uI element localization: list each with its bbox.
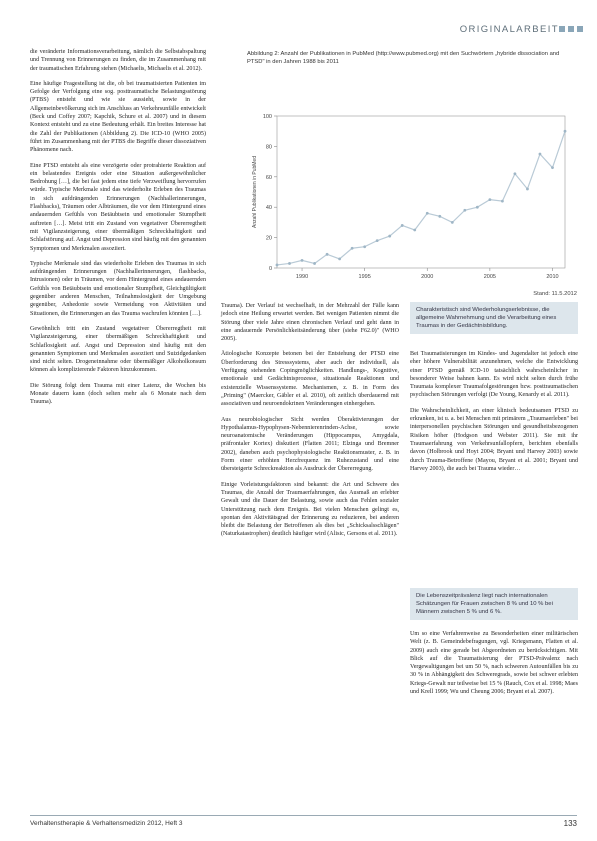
plot-frame (277, 116, 565, 268)
highlight-box: Die Lebenszeitprävalenz liegt nach internationalen Schätzungen für Frauen zwischen 8 % und 10 % bei Männern zwischen 5 % und 6 %. (410, 588, 578, 620)
data-point (376, 239, 379, 242)
y-tick-label: 100 (262, 114, 272, 120)
paragraph: Bei Traumatisierungen im Kindes- und Jugendalter ist jedoch eine eher höhere Vulnerabilität anzunehmen, welche die Entwicklung einer PTSD gemäß ICD-10 tatsächlich wahrscheinlicher in besonderer Weise bahnen kann. Es wird nicht selten durch frühe Traumata komplexer Traumafolgestörungen bzw. posttraumatischen psychischen Störungen verfolgt (De Young, Kenardy et al. 2011). (410, 351, 578, 399)
data-point (363, 245, 366, 248)
data-point (526, 188, 529, 191)
y-tick-label: 20 (265, 235, 272, 242)
data-point (476, 206, 479, 209)
data-point (539, 153, 542, 156)
paragraph: Typische Merkmale sind das wiederholte Erleben des Traumas in sich aufdrängenden Erinnerungen (Nachhallerinnerungen, flashbacks, Intrusionen) oder in Träumen, vor dem Hintergrund eines andauernden Gefühls von Betäubtsein und emotionaler Stumpfheit, Gleichgültigkeit gegenüber anderen Menschen, Teilnahmslosigkeit der Umgebung gegenüber, Anhedonie sowie Vermeidung von Aktivitäten und Situationen, die Erinnerungen an das Trauma wachrufen könnten […]. (30, 260, 206, 317)
y-tick-label: 0 (268, 266, 272, 272)
data-point (451, 221, 454, 224)
middle-column (221, 302, 399, 539)
data-point (276, 264, 279, 267)
chart-svg (247, 108, 577, 286)
y-axis-label: Anzahl Publikationen in PubMed (252, 156, 258, 228)
x-tick-label: 1995 (358, 274, 371, 280)
paragraph: Eine häufige Fragestellung ist die, ob bei traumatisierten Patienten im Gefolge der Verfolgung eine sog. posttraumatische Belastungsstörung (PTBS) entsteht und wie sie aussieht, sowie in der Allgemeinbevölkerung sich im Anschluss an Verkehrsunfälle entwickelt (Beck und Coffey 2007; Kapchik, Schure et al. 2007) und in diesem Kontext entsteht und zu eine Bedeutung erhält. Ein breites Interesse hat die Zahl der Publikationen (Abbildung 2). Die ICD-10 (WHO 2005) führt im Zusammenhang mit der PTBS die Begriffe dieser dissoziativen Phänomene nach. (30, 80, 206, 154)
data-point (438, 215, 441, 218)
series-line (277, 131, 565, 265)
data-point (426, 212, 429, 215)
paragraph: die veränderte Informationsverarbeitung, nämlich die Selbstabspaltung und Trennung von Erinnerungen zu finden, die im Zusammenhang mit der traumatischen Erfahrung stehen (Michaelis, Michaelis et al. 2012). (30, 49, 206, 72)
data-point (338, 257, 341, 260)
data-point (351, 247, 354, 250)
page-number: 133 (563, 819, 577, 828)
paragraph: Trauma). Der Verlauf ist wechselhaft, in der Mehrzahl der Fälle kann jedoch eine Heilung erwartet werden. Bei wenigen Patienten nimmt die Störung über viele Jahre einen chronischen Verlauf und geht dann in eine andauernde Persönlichkeitsänderung über (siehe F62.0)" (WHO 2005). (221, 303, 399, 343)
data-point (313, 262, 316, 265)
x-tick-label: 2010 (546, 274, 559, 280)
data-point (288, 262, 291, 265)
x-tick-label: 2005 (483, 274, 496, 280)
data-point (514, 172, 517, 175)
y-tick-label: 80 (265, 144, 272, 151)
header-decoration-icon (559, 26, 583, 32)
footer-journal: Verhaltenstherapie & Verhaltensmedizin 2012, Heft 3 (30, 820, 183, 827)
data-point (564, 130, 567, 133)
paragraph: Eine PTSD entsteht als eine verzögerte oder protrahierte Reaktion auf ein belastendes Ereignis oder eine Situation außergewöhnlicher Bedrohung […], die bei fast jedem eine tiefe Verzweiflung hervorrufen würde. Typische Merkmale sind das wiederholte Erleben des Traumas in sich aufdrängenden Erinnerungen (Nachhallerinnerungen, Flashbacks), Träumen oder Albträumen, die vor dem Hintergrund eines andauernden Gefühls von Betäubtsein und emotionaler Stumpfheit auftreten […]. Meist tritt ein Zustand von vegetativer Übererregtheit mit Vigilanzsteigerung, einer übermäßigen Schreckhaftigkeit und Schlafstörung auf. Angst und Depression sind häufig mit den genannten Symptomen und Merkmalen assoziiert. (30, 162, 206, 252)
data-point (463, 209, 466, 212)
right-column (410, 350, 578, 473)
paragraph: Aus neurobiologischer Sicht werden Überaktivierungen der Hypothalamus-Hypophysen-Nebennierenrinden-Achse, sowie neuroanatomische Veränderungen (Hippocampus, Amygdala, präfrontaler Kortex) diskutiert (Flatten 2011; Elzinga und Bremner 2002), daneben auch psychophysiologische Reaktionsmuster, z. B. in Form einer erhöhten Herzfrequenz im Ruhezustand und eine übersteigerte Schreckreaktion als Ausdruck der Übererregung. (221, 416, 399, 473)
paragraph: Ätiologische Konzepte betonen bei der Entstehung der PTSD eine Überforderung des Stresssystems, aber auch der individuell, als Verfügung stehenden Copingmöglichkeiten. Handlungs-, Kognitive, emotionale und Gedächtnisprozesse, situationale Reaktionen und existenzielle Wissenssysteme. Mechanismen, z. B. in Form des „Priming" (Maercker, Gäbler et al. 2010), oft zeitlich überdauernd mit assoziativen und neuroendokrinen Veränderungen einhergehen. (221, 351, 399, 408)
data-point (501, 200, 504, 203)
highlight-box: Charakteristisch sind Wiederholungserlebnisse, die allgemeine Wahrnehmung und die Verarbeitung eines Traumas in der Gedächtnisbildung. (410, 302, 578, 334)
journal-section-label: ORIGINALARBEIT (459, 24, 559, 35)
x-tick-label: 1990 (295, 274, 309, 280)
data-point (488, 198, 491, 201)
y-tick-label: 60 (265, 174, 272, 181)
right-column-bottom (410, 630, 578, 696)
paragraph: Einige Vorleistungsfaktoren sind bekannt: die Art und Schwere des Traumas, die Anzahl der Traumaerfahrungen, das Ausmaß an erlebter Gewalt und die Dauer der Belastung, sowie auch das Fehlen sozialer Unterstützung nach dem Ereignis. Bei vielen Menschen gelingt es, spontan den Aktivitätsgrad der Erinnerung zu reduzieren, bei anderen bleibt die Belastung der Betroffenen als dies bei „Schicksalsschlägen" (Naturkatastrophen) deutlich häufiger wird (Alisic, Gersons et al. 2011). (221, 481, 399, 538)
data-point (401, 224, 404, 227)
paragraph: Gewöhnlich tritt ein Zustand vegetativer Übererregtheit mit Vigilanzsteigerung, einer übermäßigen Schreckhaftigkeit und Schlaflosigkeit auf. Angst und Depression sind häufig mit den genannten Symptomen und Merkmalen assoziiert und Suizidgedanken sind nicht selten. Drogeneinnahme oder übermäßiger Alkoholkonsum können als komplizierende Faktoren hinzukommen. (30, 325, 206, 374)
data-point (301, 259, 304, 262)
left-column (30, 48, 206, 407)
figure-caption: Abbildung 2: Anzahl der Publikationen in PubMed (http://www.pubmed.org) mit den Suchwörtern „hybride dissociation and PTSD" in den Jahren 1988 bis 2011 (247, 51, 560, 65)
data-point (326, 253, 329, 256)
x-tick-label: 2000 (421, 274, 434, 280)
chart-source-date: Stand: 11.5.2012 (533, 291, 577, 297)
data-point (413, 229, 416, 232)
paragraph: Die Wahrscheinlichkeit, an einer klinisch bedeutsamen PTSD zu erkranken, ist u. a. bei Menschen mit primärem „Traumaerleben" bei interpersonellen psychischen Störungen und gesundheitsbezogenen Risiken höher (Hodgson und Webster 2011). Sie mit ihr Traumaerfahrung von Verkehrsunfallopfern, berichten ebenfalls davon (Holbrook und Hoyt 2004; Bryant und Harvey 2003) sowie durch Trauma-Betroffene (Mayou, Bryant et al. 2001; Bryant und Harvey 2003), die auch bei Trauma wieder… (410, 407, 578, 472)
paragraph: Um so eine Verfahrenweise zu Besonderheiten einer militärischen Welt (z. B. Gemeindebefragungen, vgl. Kriegsmann, Flatten et al. 2009) auch eine gerade bei Abgeordneten zu berücksichtigen. Mit Blick auf die Traumatisierung der PTSD-Prävalenz nach Vergewaltigungen bei um 50 %, nach schweren Autounfällen bis zu 30 % in Abhängigkeit des Schweregrads, sowie bei schwer erlebten Kriegs-Gewalt nur teilweise bei 15 % (Rauch, Cox et al. 1998; Maes und Krell 1999; Wu und Cheung 2006; Bryant et al. 2007). (410, 631, 578, 696)
publication-chart (247, 108, 577, 291)
paragraph: Die Störung folgt dem Trauma mit einer Latenz, die Wochen bis Monate dauern kann (doch selten mehr als 6 Monate nach dem Trauma). (30, 382, 206, 406)
data-point (388, 235, 391, 238)
data-point (551, 166, 554, 169)
footer-divider (30, 815, 577, 816)
y-tick-label: 40 (265, 205, 272, 212)
